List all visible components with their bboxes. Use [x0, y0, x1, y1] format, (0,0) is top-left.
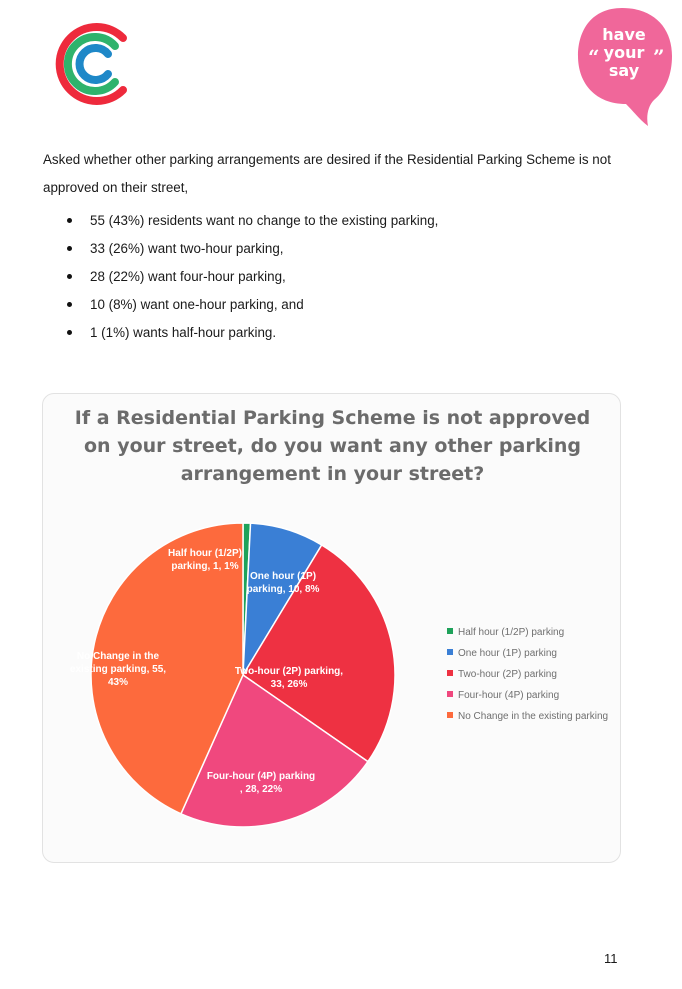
chart-title-line: If a Residential Parking Scheme is not approved	[74, 407, 591, 429]
svg-text:“: “	[588, 45, 600, 69]
bullet-icon	[67, 218, 72, 223]
bullet-icon	[67, 302, 72, 307]
intro-paragraph: Asked whether other parking arrangements are desired if the Residential Parking Scheme is not approved on their street,	[43, 152, 611, 195]
slice-data-label: No Change in the existing parking, 55, 43%	[69, 651, 167, 688]
slice-data-label: Two-hour (2P) parking, 33, 26%	[234, 666, 344, 690]
list-item	[64, 263, 624, 291]
slice-data-label: Four-hour (4P) parking , 28, 22%	[206, 771, 316, 795]
list-item	[64, 291, 624, 319]
legend-item	[447, 668, 608, 689]
logo-word-say: say	[608, 61, 640, 80]
legend-item	[447, 689, 608, 710]
list-item	[64, 319, 624, 347]
legend-swatch	[447, 649, 453, 655]
chart-title-line: arrangement in your street?	[180, 463, 485, 485]
list-item	[64, 235, 624, 263]
legend-label: No Change in the existing parking	[458, 711, 609, 722]
chart-legend	[447, 626, 608, 731]
legend-swatch	[447, 712, 453, 718]
list-item-text: 33 (26%) want two-hour parking,	[90, 241, 284, 256]
bullet-icon	[67, 246, 72, 251]
list-item-text: 55 (43%) residents want no change to the existing parking,	[90, 213, 439, 228]
legend-item	[447, 710, 608, 731]
pie-chart-card	[42, 393, 621, 863]
council-logo-icon	[48, 16, 138, 112]
bullet-icon	[67, 274, 72, 279]
logo-word-have: have	[602, 25, 646, 44]
legend-label: Half hour (1/2P) parking	[458, 627, 565, 638]
have-your-say-logo	[574, 6, 674, 128]
bullet-icon	[67, 330, 72, 335]
legend-item	[447, 647, 608, 668]
legend-swatch	[447, 691, 453, 697]
results-list	[64, 207, 624, 347]
page-number: 11	[604, 951, 618, 966]
slice-data-label: Half hour (1/2P) parking, 1, 1%	[168, 548, 242, 572]
list-item-text: 10 (8%) want one-hour parking, and	[90, 297, 304, 312]
legend-swatch	[447, 670, 453, 676]
legend-label: One hour (1P) parking	[458, 648, 557, 659]
legend-label: Two-hour (2P) parking	[458, 669, 557, 680]
legend-item	[447, 626, 608, 647]
legend-swatch	[447, 628, 453, 634]
list-item-text: 28 (22%) want four-hour parking,	[90, 269, 286, 284]
logo-word-your: your	[603, 43, 645, 62]
list-item-text: 1 (1%) wants half-hour parking.	[90, 325, 277, 340]
list-item	[64, 207, 624, 235]
svg-text:”: ”	[653, 45, 665, 69]
legend-label: Four-hour (4P) parking	[458, 690, 560, 701]
chart-title-line: on your street, do you want any other parking	[84, 435, 581, 457]
slice-data-label: One hour (1P) parking, 10, 8%	[246, 571, 320, 595]
